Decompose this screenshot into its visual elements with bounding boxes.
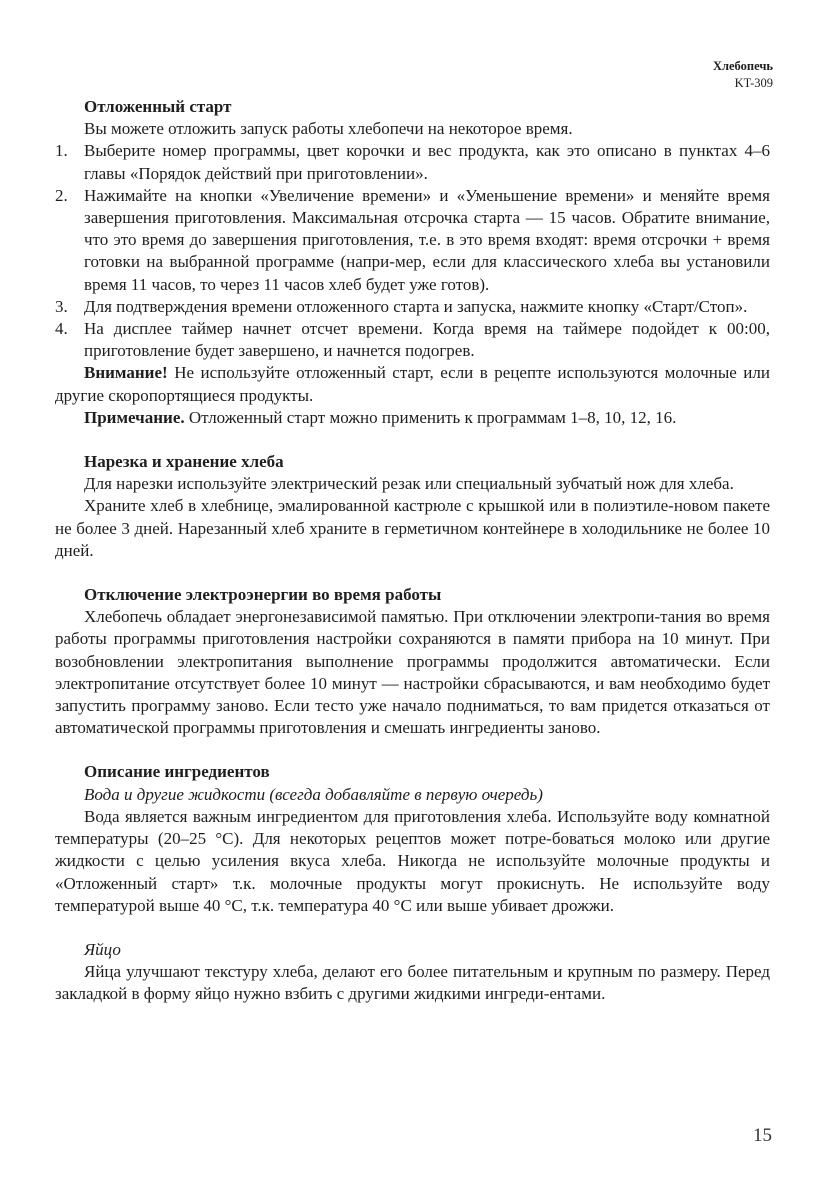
slicing-paragraph-1: Для нарезки используйте электрический резак или специальный зубчатый нож для хлеба. (84, 474, 734, 494)
slicing-paragraph-2: Храните хлеб в хлебнице, эмалированной кастрюле с крышкой или в полиэтиле-новом пакете не более 3 дней. Нарезанный хлеб храните в герметичном контейнере в холодильнике не более 10 дней. (55, 496, 770, 560)
section-title-slicing: Нарезка и хранение хлеба (84, 452, 284, 472)
water-paragraph: Вода является важным ингредиентом для приготовления хлеба. Используйте воду комнатной температуры (20–25 °С). Для некоторых рецептов может потре-боваться молоко или другие жидкости с целью усиления вкуса хлеба. Никогда не используйте молочные продукты и «Отложенный старт» т.к. молочные продукты могут прокиснуть. Не используйте воду температурой выше 40 °С, т.к. температура 40 °С или выше убивает дрожжи. (55, 806, 770, 915)
list-item (55, 140, 770, 184)
header-title: Хлебопечь (712, 59, 773, 73)
note-label: Примечание. (84, 407, 185, 427)
section-title-ingredients: Описание ингредиентов (84, 762, 270, 782)
page-content (55, 96, 770, 1006)
list-item-number: 3. (55, 296, 68, 316)
warning-label: Внимание! (84, 363, 168, 383)
list-item (55, 185, 770, 296)
list-item-number: 4. (55, 319, 68, 339)
section-title-delayed-start: Отложенный старт (84, 97, 232, 116)
list-item-number: 1. (55, 141, 68, 161)
power-paragraph: Хлебопечь обладает энергонезависимой памятью. При отключении электропи-тания во время работы программы приготовления настройки сохраняются в памяти прибора на 10 минут. При возобновлении электропитания выполнение программы продолжится автоматически. Если электропитание отсутствует более 10 минут — настройки сбрасываются, и вам необходимо будет запустить программу заново. Если тесто уже начало подниматься, то вам придется отказаться от автоматической программы приготовления и смешать ингредиенты заново. (55, 607, 770, 738)
list-item (55, 296, 770, 318)
list-item-text: Нажимайте на кнопки «Увеличение времени» и «Уменьшение времени» и меняйте время завершения приготовления. Максимальная отсрочка старта — 15 часов. Обратите внимание, что это время до завершения приготовления, т.е. в это время входят: время отсрочки + время готовки на выбранной программе (напри-мер, если для классического хлеба вы установили время 11 часов, то через 11 часов хлеб будет уже готов). (84, 185, 770, 294)
warning-paragraph (55, 362, 770, 406)
header-model: KT-309 (734, 76, 773, 90)
egg-subtitle: Яйцо (84, 939, 121, 959)
water-subtitle: Вода и другие жидкости (всегда добавляйте в первую очередь) (84, 784, 543, 804)
section-title-power-outage: Отключение электроэнергии во время работы (84, 585, 442, 605)
page-number: 15 (753, 1125, 772, 1146)
note-text: Отложенный старт можно применить к программам 1–8, 10, 12, 16. (184, 407, 677, 427)
note-paragraph (55, 407, 770, 429)
list-item-text: Для подтверждения времени отложенного старта и запуска, нажмите кнопку «Старт/Стоп». (84, 296, 748, 316)
list-item (55, 318, 770, 362)
list-item-text: На дисплее таймер начнет отсчет времени. Когда время на таймере подойдет к 00:00, приготовление будет завершено, и начнется подогрев. (84, 319, 770, 361)
list-item-text: Выберите номер программы, цвет корочки и вес продукта, как это описано в пунктах 4–6 главы «Порядок действий при приготовлении». (84, 141, 770, 183)
warning-text: Не используйте отложенный старт, если в рецепте используются молочные или другие скоропортящиеся продукты. (55, 363, 770, 405)
list-item-number: 2. (55, 185, 68, 205)
egg-paragraph: Яйца улучшают текстуру хлеба, делают его более питательным и крупным по размеру. Перед закладкой в форму яйцо нужно взбить с другими жидкими ингреди-ентами. (55, 962, 770, 1004)
page-header (713, 58, 773, 92)
delayed-intro: Вы можете отложить запуск работы хлебопечи на некоторое время. (84, 119, 573, 139)
delayed-steps-list (55, 140, 770, 362)
